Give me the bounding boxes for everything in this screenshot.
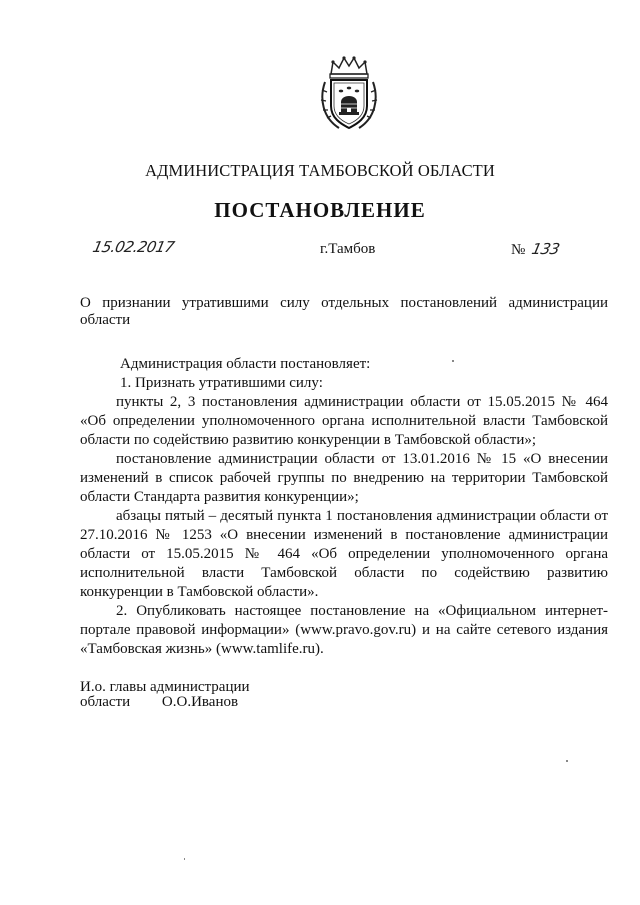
signatory-title-line2: области bbox=[80, 694, 131, 710]
handwritten-date: 15.02.2017 bbox=[91, 238, 176, 256]
scan-speck bbox=[566, 760, 568, 762]
body-paragraph: 2. Опубликовать настоящее постановление на «Официальном интернет-портале правовой информации» (www.pravo.gov.ru) и на сайте сетевого издания «Тамбовская жизнь» (www.tamlife.ru). bbox=[80, 603, 608, 657]
signatory-title: И.о. главы администрации bbox=[80, 679, 250, 695]
signatory-name: О.О.Иванов bbox=[161, 694, 239, 710]
body-paragraph: абзацы пятый – десятый пункта 1 постановления администрации области от 27.10.2016 № 1253 «О внесении изменений в постановление администрации области от 15.05.2015 № 464 «Об определении уполномоченного органа исполнительной власти Тамбовской области по содействию развитию конкуренции в Тамбовской области». bbox=[80, 508, 608, 600]
body-paragraph: постановление администрации области от 13.01.2016 № 15 «О внесении изменений в список рабочей группы по внедрению на территории Тамбовской области Стандарта развития конкуренции»; bbox=[80, 451, 608, 505]
tambov-coat-of-arms-icon bbox=[317, 54, 381, 134]
body-paragraph: 1. Признать утратившими силу: bbox=[120, 375, 323, 391]
number-label: № bbox=[511, 242, 526, 258]
document-type-title: ПОСТАНОВЛЕНИЕ bbox=[214, 198, 426, 222]
document-subject: О признании утратившими силу отдельных постановлений администрации области bbox=[80, 295, 608, 328]
body-paragraph: пункты 2, 3 постановления администрации области от 15.05.2015 № 464 «Об определении уполномоченного органа исполнительной власти Тамбовской области по содействию развитию конкуренции в Тамбовской области»; bbox=[80, 394, 608, 448]
scan-speck bbox=[184, 858, 185, 860]
scan-speck bbox=[452, 360, 454, 362]
handwritten-number: 133 bbox=[530, 240, 562, 258]
document-city: г.Тамбов bbox=[320, 241, 376, 257]
organization-name: АДМИНИСТРАЦИЯ ТАМБОВСКОЙ ОБЛАСТИ bbox=[145, 161, 495, 180]
document-date bbox=[93, 238, 174, 257]
body-paragraph: Администрация области постановляет: bbox=[120, 356, 371, 372]
document-body bbox=[80, 355, 608, 659]
document-number bbox=[511, 240, 562, 259]
signature-block bbox=[80, 680, 250, 710]
